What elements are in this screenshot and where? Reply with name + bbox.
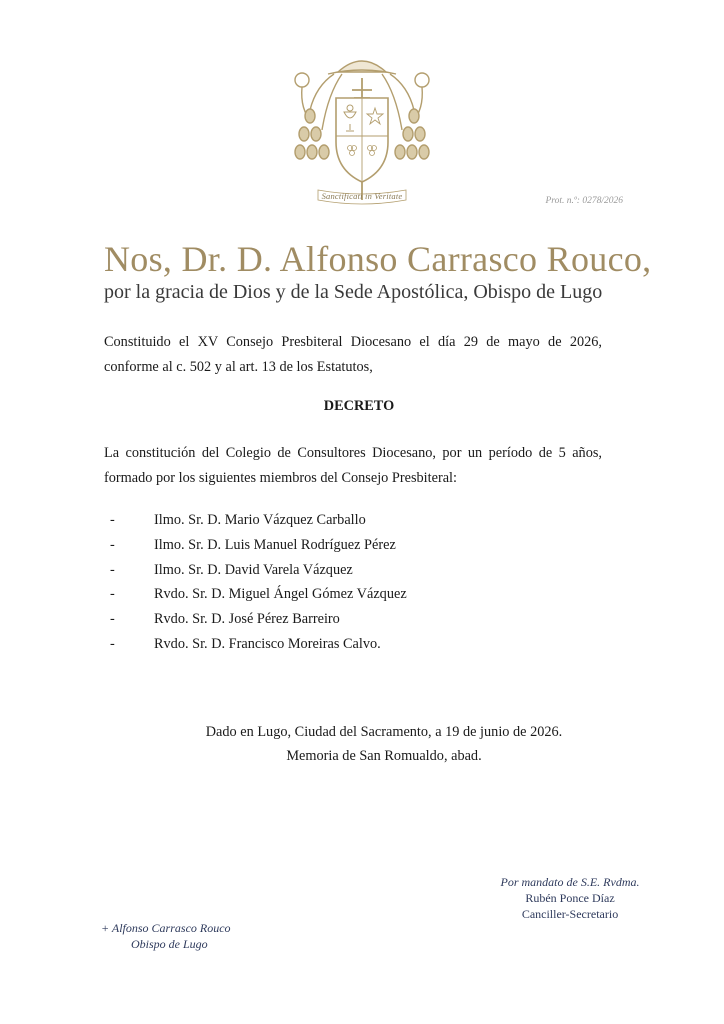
member-name: Rvdo. Sr. D. José Pérez Barreiro <box>154 611 340 628</box>
memoria-line: Memoria de San Romualdo, abad. <box>286 748 482 764</box>
crest-motto: Sanctificati in Veritate <box>321 191 403 201</box>
secretary-name: Rubén Ponce Díaz <box>525 891 615 905</box>
member-name: Ilmo. Sr. D. Mario Vázquez Carballo <box>154 512 366 528</box>
list-bullet: - <box>110 611 115 628</box>
page-subtitle: por la gracia de Dios y de la Sede Apostólica, Obispo de Lugo <box>104 281 603 303</box>
bishop-title: Obispo de Lugo <box>131 937 208 951</box>
list-bullet: - <box>110 635 115 652</box>
intro-paragraph: Constituido el XV Consejo Presbiteral Diocesano el día 29 de mayo de 2026, conforme al c. 502 y al art. 13 de los Estatutos, <box>104 334 602 375</box>
coat-of-arms-crest <box>288 50 436 208</box>
bishop-name: + Alfonso Carrasco Rouco <box>101 921 231 935</box>
list-bullet: - <box>110 536 115 553</box>
member-name: Rvdo. Sr. D. Francisco Moreiras Calvo. <box>154 635 381 652</box>
protocol-number: Prot. n.º: 0278/2026 <box>545 196 623 206</box>
decree-title: DECRETO <box>323 398 395 414</box>
bishop-signature-block <box>101 920 231 952</box>
member-name: Ilmo. Sr. D. David Varela Vázquez <box>154 561 353 578</box>
list-bullet: - <box>110 586 115 603</box>
list-bullet: - <box>110 561 115 578</box>
given-at-line: Dado en Lugo, Ciudad del Sacramento, a 19 de junio de 2026. <box>205 724 563 740</box>
secretary-signature-block <box>460 874 680 922</box>
list-bullet: - <box>110 512 115 528</box>
member-name: Rvdo. Sr. D. Miguel Ángel Gómez Vázquez <box>154 586 407 603</box>
decree-body-paragraph: La constitución del Colegio de Consultores Diocesano, por un período de 5 años, formado por los siguientes miembros del Consejo Presbiteral: <box>104 445 602 486</box>
secretary-title: Canciller-Secretario <box>521 907 619 921</box>
page-title: Nos, Dr. D. Alfonso Carrasco Rouco, <box>104 239 652 279</box>
member-name: Ilmo. Sr. D. Luis Manuel Rodríguez Pérez <box>154 536 396 553</box>
by-order-line: Por mandato de S.E. Rvdma. <box>500 875 640 889</box>
